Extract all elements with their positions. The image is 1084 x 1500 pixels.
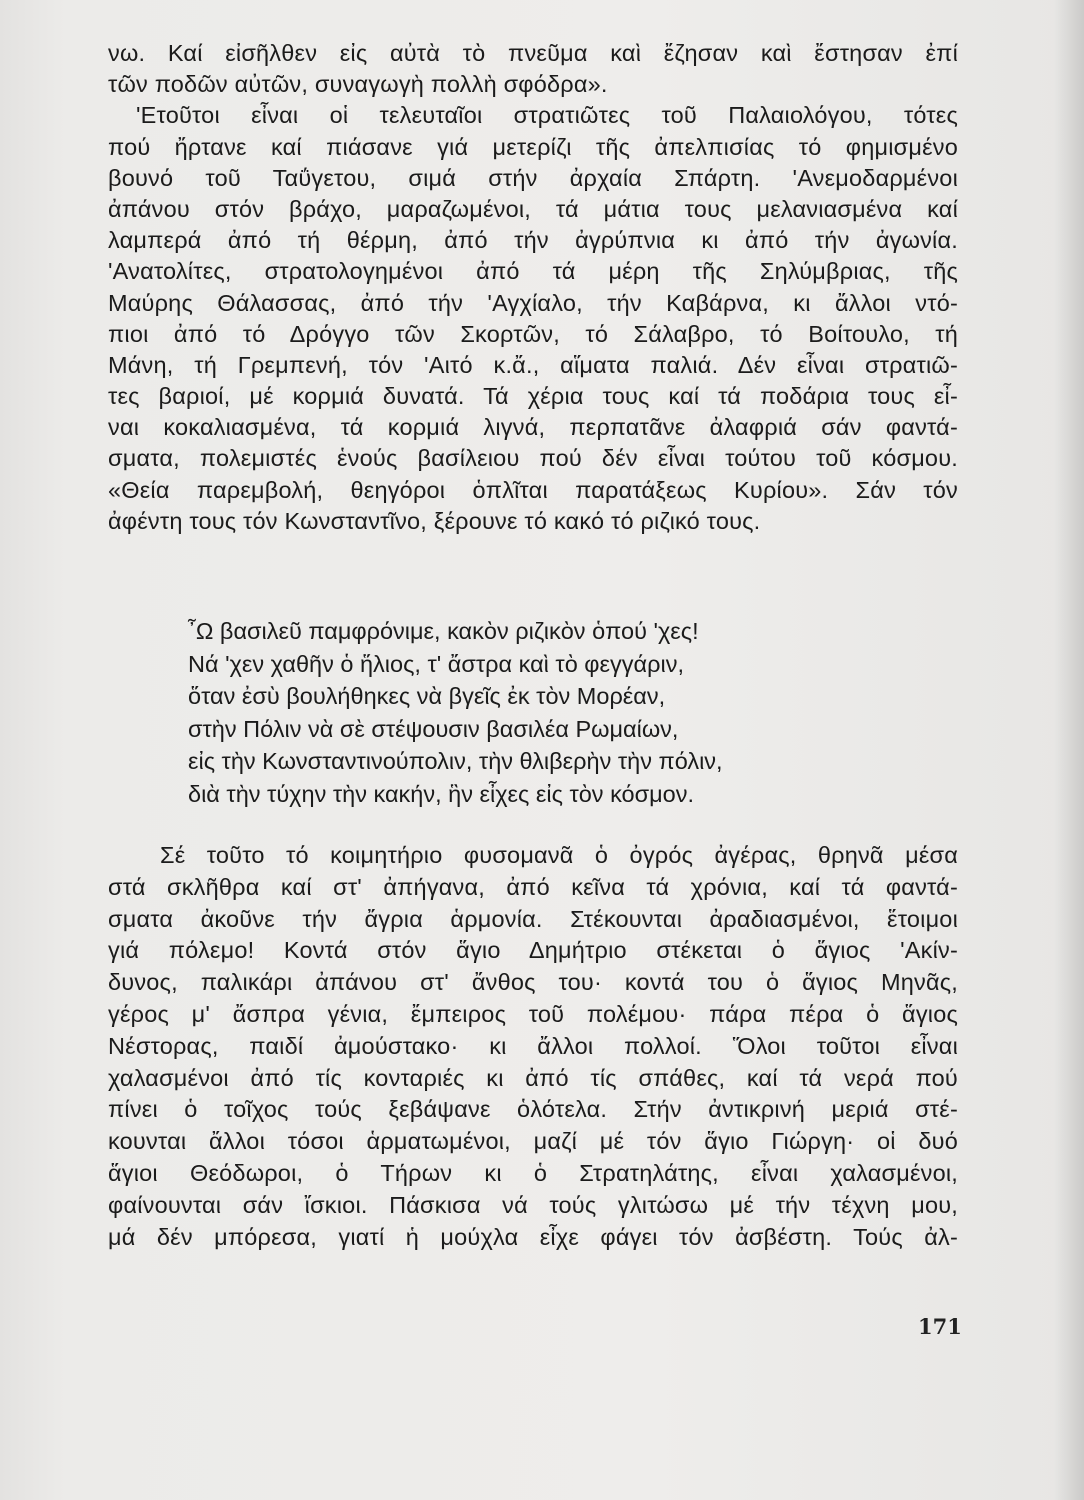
text-line: σματα, πολεμιστές ἑνούς βασίλειου πού δέν εἶναι τούτου τοῦ κόσμου. bbox=[108, 445, 958, 472]
text-line: σματα ἀκοῦνε τήν ἄγρια ἁρμονία. Στέκουνται ἀραδιασμένοι, ἕτοιμοι bbox=[108, 905, 958, 932]
text-line: 'Ετοῦτοι εἶναι οἱ τελευταῖοι στρατιῶτες τοῦ Παλαιολόγου, τότες bbox=[136, 102, 958, 129]
text-line: ναι κοκαλιασμένα, τά κορμιά λιγνά, περπατᾶνε ἀλαφριά σάν φαντά- bbox=[108, 414, 958, 441]
page-number: 171 bbox=[918, 1314, 962, 1339]
text-line: πιοι ἀπό τό Δρόγγο τῶν Σκορτῶν, τό Σάλαβρο, τό Βοίτουλο, τή bbox=[108, 320, 958, 347]
text-line: χαλασμένοι ἀπό τίς κονταριές κι ἀπό τίς σπάθες, καί τά νερά πού bbox=[108, 1064, 958, 1091]
text-line: Μάνη, τή Γρεμπενή, τόν 'Αιτό κ.ἄ., αἵματα παλιά. Δέν εἶναι στρατιῶ- bbox=[108, 351, 958, 378]
verse-line: ῏Ω βασιλεῦ παμφρόνιμε, κακὸν ριζικὸν ὁπού 'χες! bbox=[188, 618, 699, 644]
text-line: κουνται ἄλλοι τόσοι ἁρματωμένοι, μαζί μέ τόν ἅγιο Γιώργη· οἱ δυό bbox=[108, 1128, 958, 1155]
verse-line: στὴν Πόλιν νὰ σὲ στέψουσιν βασιλέα Ρωμαίων, bbox=[188, 715, 679, 742]
text-line: δυνος, παλικάρι ἀπάνου στ' ἄνθος του· κοντά του ὁ ἅγιος Μηνᾶς, bbox=[108, 969, 958, 996]
text-line: ἅγιοι Θεόδωροι, ὁ Τήρων κι ὁ Στρατηλάτης, εἶναι χαλασμένοι, bbox=[108, 1159, 958, 1186]
text-line: γέρος μ' ἄσπρα γένια, ἔμπειρος τοῦ πολέμου· πάρα πέρα ὁ ἅγιος bbox=[108, 1000, 958, 1027]
verse-line: Νά 'χεν χαθῆν ὁ ἥλιος, τ' ἄστρα καὶ τὸ φεγγάριν, bbox=[188, 650, 684, 677]
text-line: τες βαριοί, μέ κορμιά δυνατά. Τά χέρια τους καί τά ποδάρια τους εἶ- bbox=[108, 383, 958, 410]
paragraph-block-2 bbox=[108, 840, 958, 1253]
text-line: Σέ τοῦτο τό κοιμητήριο φυσομανᾶ ὁ ὀγρός ἀγέρας, θρηνᾶ μέσα bbox=[160, 842, 958, 868]
text-line: ἀπάνου στόν βράχο, μαραζωμένοι, τά μάτια τους μελανιασμένα καί bbox=[108, 195, 958, 222]
verse-quotation bbox=[188, 615, 888, 810]
text-line: νω. Καί εἰσῆλθεν εἰς αὐτὰ τὸ πνεῦμα καὶ ἔζησαν καὶ ἔστησαν ἐπί bbox=[108, 40, 958, 66]
text-line: μά δέν μπόρεσα, γιατί ἡ μούχλα εἶχε φάγει τόν ἀσβέστη. Τούς ἀλ- bbox=[108, 1223, 958, 1250]
text-line: ἀφέντη τους τόν Κωνσταντῖνο, ξέρουνε τό κακό τό ριζικό τους. bbox=[108, 507, 761, 534]
text-line: πού ἤρτανε καί πιάσανε γιά μετερίζι τῆς ἀπελπισίας τό φημισμένο bbox=[108, 133, 958, 160]
text-line: τῶν ποδῶν αὐτῶν, συναγωγὴ πολλὴ σφόδρα». bbox=[108, 71, 608, 98]
paragraph-block-1 bbox=[108, 38, 958, 537]
text-line: γιά πόλεμο! Κοντά στόν ἅγιο Δημήτριο στέκεται ὁ ἅγιος 'Ακίν- bbox=[108, 937, 958, 964]
text-line: φαίνουνται σάν ἴσκιοι. Πάσκισα νά τούς γλιτώσω μέ τήν τέχνη μου, bbox=[108, 1191, 958, 1218]
text-line: λαμπερά ἀπό τή θέρμη, ἀπό τήν ἀγρύπνια κι ἀπό τήν ἀγωνία. bbox=[108, 227, 958, 254]
text-line: βουνό τοῦ Ταΰγετου, σιμά στήν ἀρχαία Σπάρτη. 'Ανεμοδαρμένοι bbox=[108, 164, 958, 191]
text-line: στά σκλῆθρα καί στ' ἀπήγανα, ἀπό κεῖνα τά χρόνια, καί τά φαντά- bbox=[108, 873, 958, 900]
verse-line: εἰς τὴν Κωνσταντινούπολιν, τὴν θλιβερὴν τὴν πόλιν, bbox=[188, 748, 723, 774]
verse-line: ὅταν ἐσὺ βουλήθηκες νὰ βγεῖς ἐκ τὸν Μορέαν, bbox=[188, 683, 666, 709]
text-line: Μαύρης Θάλασσας, ἀπό τήν 'Αγχίαλο, τήν Καβάρνα, κι ἄλλοι ντό- bbox=[108, 289, 958, 316]
text-line: Νέστορας, παιδί ἀμούστακο· κι ἄλλοι πολλοί. Ὅλοι τοῦτοι εἶναι bbox=[108, 1032, 958, 1059]
text-line: «Θεία παρεμβολή, θεηγόροι ὁπλῖται παρατάξεως Κυρίου». Σάν τόν bbox=[108, 476, 958, 503]
text-line: 'Ανατολίτες, στρατολογημένοι ἀπό τά μέρη τῆς Σηλύμβριας, τῆς bbox=[108, 258, 958, 285]
verse-line: διὰ τὴν τύχην τὴν κακήν, ἣν εἶχες εἰς τὸν κόσμον. bbox=[188, 780, 694, 807]
page-edge-shadow bbox=[1054, 0, 1084, 1500]
text-line: πίνει ὁ τοῖχος τούς ξεβάψανε ὁλότελα. Στήν ἀντικρινή μεριά στέ- bbox=[108, 1096, 958, 1123]
